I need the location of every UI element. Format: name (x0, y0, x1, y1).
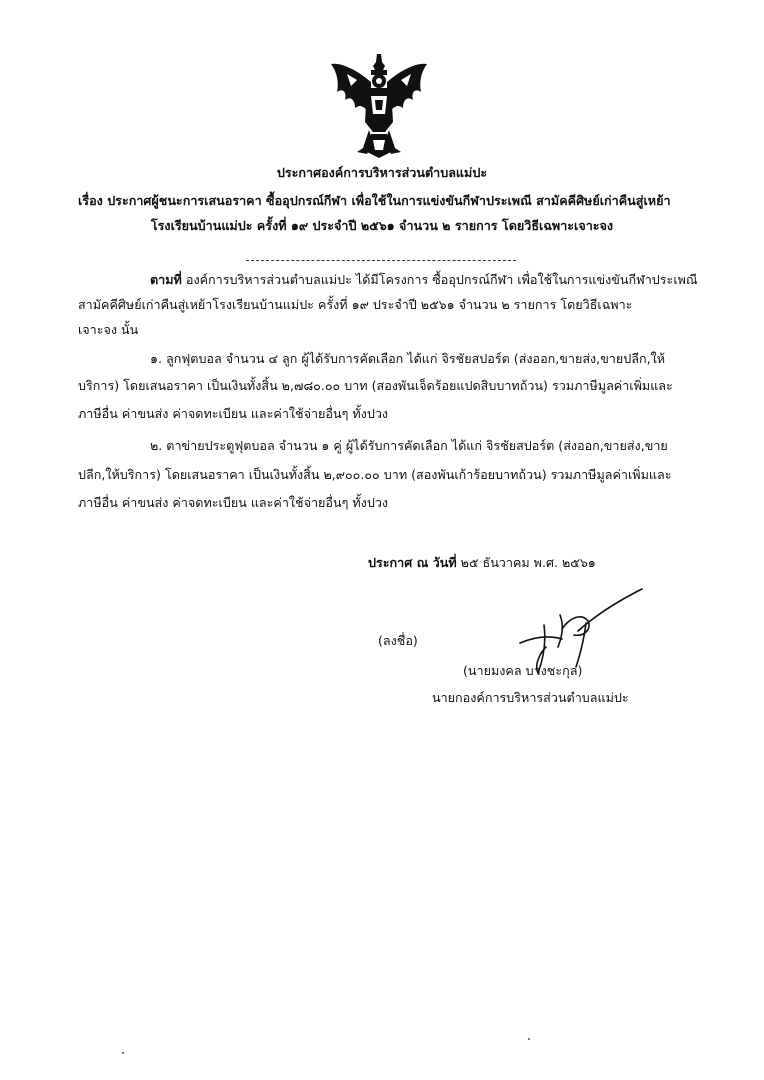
scan-speck (528, 1038, 530, 1040)
intro-line-1-text: องค์การบริหารส่วนตำบลแม่ปะ ได้มีโครงการ ซื้ออุปกรณ์กีฬา เพื่อใช้ในการแข่งขันกีฬาประเพณี (185, 272, 698, 287)
item-1-line-1: ๑. ลูกฟุตบอล จำนวน ๔ ลูก ผู้ได้รับการคัดเลือก ได้แก่ จิรชัยสปอร์ต (ส่งออก,ขายส่ง,ขายปลีก,ให้ (150, 351, 666, 366)
item-1-line-3: ภาษีอื่น ค่าขนส่ง ค่าจดทะเบียน และค่าใช้จ่ายอื่นๆ ทั้งปวง (78, 406, 389, 421)
intro-line-2: สามัคคีศิษย์เก่าคืนสู่เหย้าโรงเรียนบ้านแม่ปะ ครั้งที่ ๑๙ ประจำปี ๒๕๖๑ จำนวน ๒ รายการ โดยวิธีเฉพาะ (78, 297, 633, 312)
item-2-line-3: ภาษีอื่น ค่าขนส่ง ค่าจดทะเบียน และค่าใช้จ่ายอื่นๆ ทั้งปวง (78, 495, 389, 510)
item-2-line-1: ๒. ตาข่ายประตูฟุตบอล จำนวน ๑ คู่ ผู้ได้รับการคัดเลือก ได้แก่ จิรชัยสปอร์ต (ส่งออก,ขายส่ง,ขาย (150, 438, 668, 453)
intro-line-1 (150, 271, 698, 289)
org-title: ประกาศองค์การบริหารส่วนตำบลแม่ปะ (276, 165, 488, 180)
subject-text-1: ประกาศผู้ชนะการเสนอราคา ซื้ออุปกรณ์กีฬา เพื่อใช้ในการแข่งขันกีฬาประเพณี สามัคคีศิษย์เก่าคืนสู่เหย้า (107, 193, 671, 208)
signer-name: (นายมงคล บางชะกุล) (463, 663, 583, 678)
garuda-emblem-icon (327, 52, 431, 158)
separator-line (246, 260, 516, 261)
signer-position: นายกองค์การบริหารส่วนตำบลแม่ปะ (432, 690, 629, 705)
subject-line-2: โรงเรียนบ้านแม่ปะ ครั้งที่ ๑๙ ประจำปี ๒๕๖๑ จำนวน ๒ รายการ โดยวิธีเฉพาะเจาะจง (150, 218, 614, 233)
item-1-line-2: บริการ) โดยเสนอราคา เป็นเงินทั้งสิ้น ๒,๗๘๐.๐๐ บาท (สองพันเจ็ดร้อยแปดสิบบาทถ้วน) รวมภาษีมูลค่าเพิ่มและ (78, 378, 673, 393)
subject-line-1 (78, 192, 671, 210)
announcement-date (368, 554, 596, 572)
announced-label: ประกาศ ณ วันที่ (368, 555, 457, 570)
announced-date-value: ๒๕ ธันวาคม พ.ศ. ๒๕๖๑ (460, 555, 596, 570)
item-2-line-2: ปลีก,ให้บริการ) โดยเสนอราคา เป็นเงินทั้งสิ้น ๒,๙๐๐.๐๐ บาท (สองพันเก้าร้อยบาทถ้วน) รวมภาษีมูลค่าเพิ่มและ (78, 467, 672, 482)
intro-line-3: เจาะจง นั้น (78, 322, 139, 337)
scan-speck (122, 1052, 124, 1054)
signed-label: (ลงชื่อ) (378, 633, 418, 648)
intro-lead: ตามที่ (150, 272, 182, 287)
subject-label: เรื่อง (78, 193, 103, 208)
